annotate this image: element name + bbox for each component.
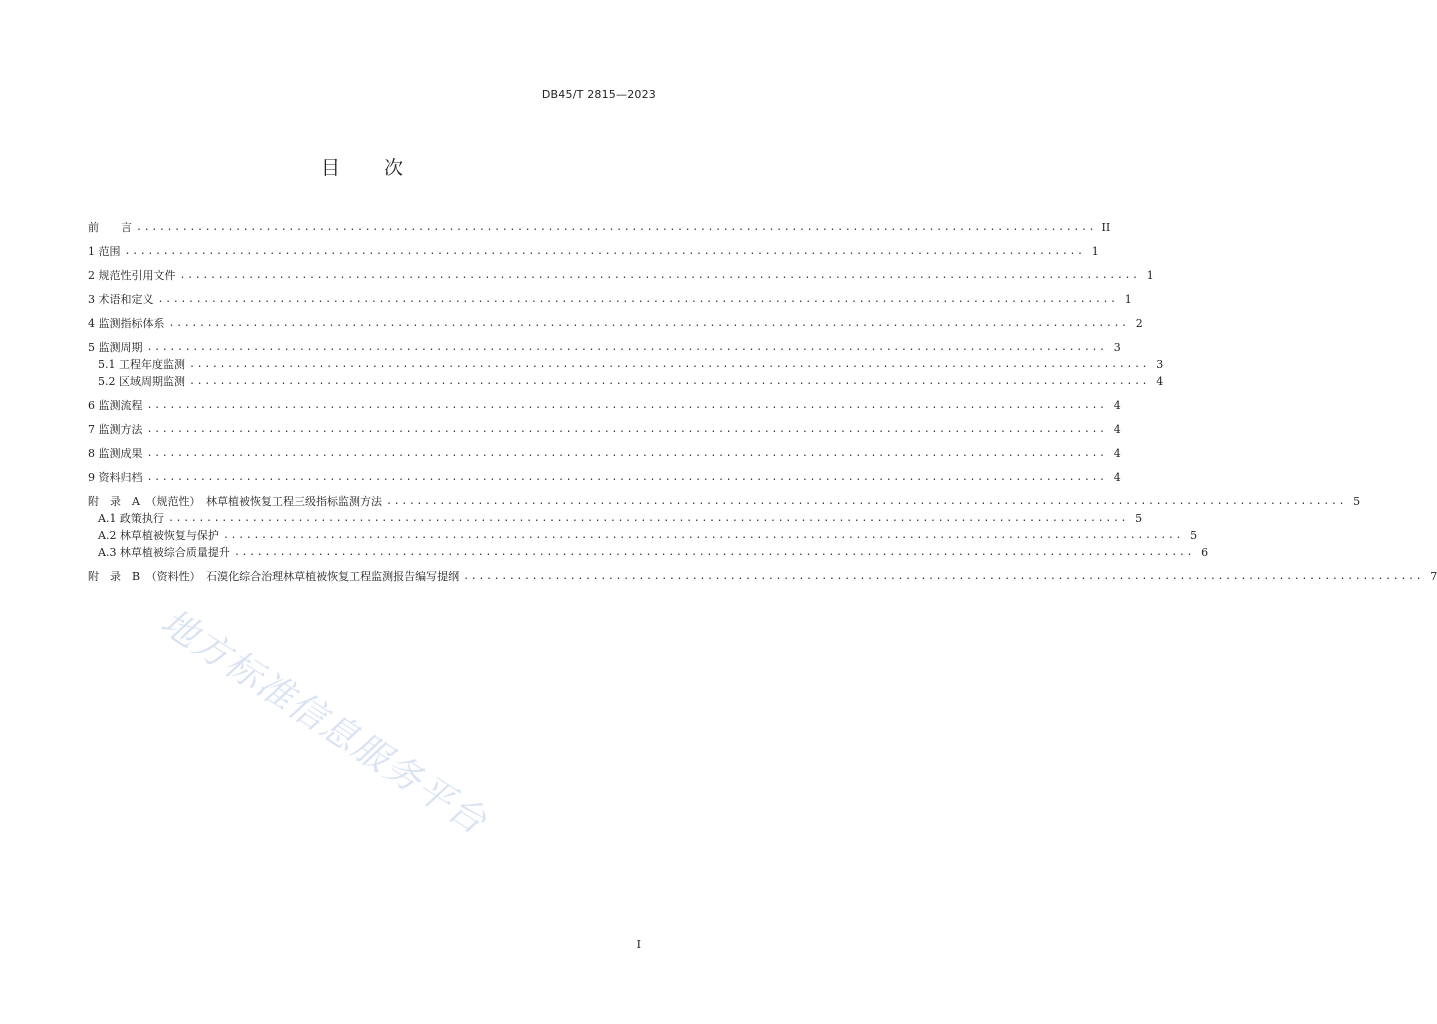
dot-leader: ..............................................................................................................................	[189, 359, 1150, 370]
table-of-contents	[88, 219, 1437, 585]
dot-leader: ..............................................................................................................................	[146, 448, 1107, 459]
dot-leader: ..............................................................................................................................	[146, 400, 1107, 411]
toc-entry-text: 5.1 工程年度监测	[98, 358, 185, 371]
toc-entry-indicator-system[interactable]	[88, 315, 1143, 332]
dot-leader: ..............................................................................................................................	[463, 571, 1424, 582]
dot-leader: ..............................................................................................................................	[146, 472, 1107, 483]
toc-entry-text: A.3 林草植被综合质量提升	[98, 546, 230, 559]
toc-page-number: 4	[1113, 423, 1121, 436]
toc-entry-a2[interactable]	[88, 527, 1198, 544]
toc-entry-results[interactable]	[88, 445, 1121, 462]
toc-page-number: 3	[1113, 341, 1121, 354]
dot-leader: ..............................................................................................................................	[222, 530, 1184, 541]
dot-leader: ..............................................................................................................................	[157, 294, 1118, 305]
dot-leader: ..............................................................................................................................	[136, 222, 1097, 233]
toc-page-number: 5	[1190, 529, 1198, 542]
toc-entry-text: 5.2 区域周期监测	[98, 375, 185, 388]
toc-entry-text: 1 范围	[88, 245, 121, 258]
toc-entry-periodic-monitoring[interactable]	[88, 373, 1164, 390]
toc-entry-text: A.1 政策执行	[98, 512, 164, 525]
toc-entry-text: 6 监测流程	[88, 399, 143, 412]
page-title: 目 次	[320, 157, 404, 179]
toc-entry-terms[interactable]	[88, 291, 1132, 308]
toc-page-number: 5	[1353, 495, 1361, 508]
toc-entry-scope[interactable]	[88, 243, 1099, 260]
toc-page-number: 1	[1146, 269, 1154, 282]
toc-entry-text: 2 规范性引用文件	[88, 269, 176, 282]
toc-entry-text: 附 录 A （规范性） 林草植被恢复工程三级指标监测方法	[88, 495, 382, 508]
dot-leader: ..............................................................................................................................	[179, 270, 1140, 281]
toc-page-number: 1	[1091, 245, 1099, 258]
toc-entry-process[interactable]	[88, 397, 1121, 414]
toc-entry-a1[interactable]	[88, 510, 1143, 527]
toc-page-number: II	[1101, 221, 1111, 234]
footer-page-number: I	[636, 938, 641, 951]
toc-page-number: 3	[1156, 358, 1164, 371]
toc-page-number: 1	[1124, 293, 1132, 306]
dot-leader: ..............................................................................................................................	[189, 376, 1150, 387]
toc-entry-text: 8 监测成果	[88, 447, 143, 460]
toc-entry-appendix-b[interactable]	[88, 568, 1437, 585]
toc-entry-normative-references[interactable]	[88, 267, 1154, 284]
dot-leader: ..............................................................................................................................	[385, 496, 1347, 507]
toc-entry-monitoring-cycle[interactable]	[88, 339, 1121, 356]
toc-entry-archiving[interactable]	[88, 469, 1121, 486]
dot-leader: ..............................................................................................................................	[167, 513, 1129, 524]
toc-page-number: 7	[1430, 570, 1437, 583]
dot-leader: ..............................................................................................................................	[146, 424, 1107, 435]
toc-entry-appendix-a[interactable]	[88, 493, 1361, 510]
toc-entry-methods[interactable]	[88, 421, 1121, 438]
toc-entry-annual-monitoring[interactable]	[88, 356, 1164, 373]
toc-entry-text: 7 监测方法	[88, 423, 143, 436]
toc-entry-foreword[interactable]	[88, 219, 1111, 236]
toc-page-number: 4	[1156, 375, 1164, 388]
toc-entry-text: 5 监测周期	[88, 341, 143, 354]
dot-leader: ..............................................................................................................................	[233, 547, 1195, 558]
toc-entry-text: 4 监测指标体系	[88, 317, 165, 330]
toc-page-number: 4	[1113, 399, 1121, 412]
toc-page-number: 6	[1201, 546, 1209, 559]
toc-page-number: 2	[1135, 317, 1143, 330]
toc-page-number: 4	[1113, 447, 1121, 460]
toc-entry-text: 前 言	[88, 221, 132, 234]
watermark: 地方标准信息服务平台	[153, 601, 495, 844]
toc-entry-text: 3 术语和定义	[88, 293, 154, 306]
toc-page-number: 4	[1113, 471, 1121, 484]
dot-leader: ..............................................................................................................................	[124, 246, 1085, 257]
toc-entry-text: A.2 林草植被恢复与保护	[98, 529, 219, 542]
dot-leader: ..............................................................................................................................	[168, 318, 1129, 329]
toc-entry-a3[interactable]	[88, 544, 1209, 561]
document-code: DB45/T 2815—2023	[541, 88, 656, 101]
toc-entry-text: 附 录 B （资料性） 石漠化综合治理林草植被恢复工程监测报告编写提纲	[88, 570, 460, 583]
dot-leader: ..............................................................................................................................	[146, 342, 1107, 353]
toc-entry-text: 9 资料归档	[88, 471, 143, 484]
toc-page-number: 5	[1135, 512, 1143, 525]
